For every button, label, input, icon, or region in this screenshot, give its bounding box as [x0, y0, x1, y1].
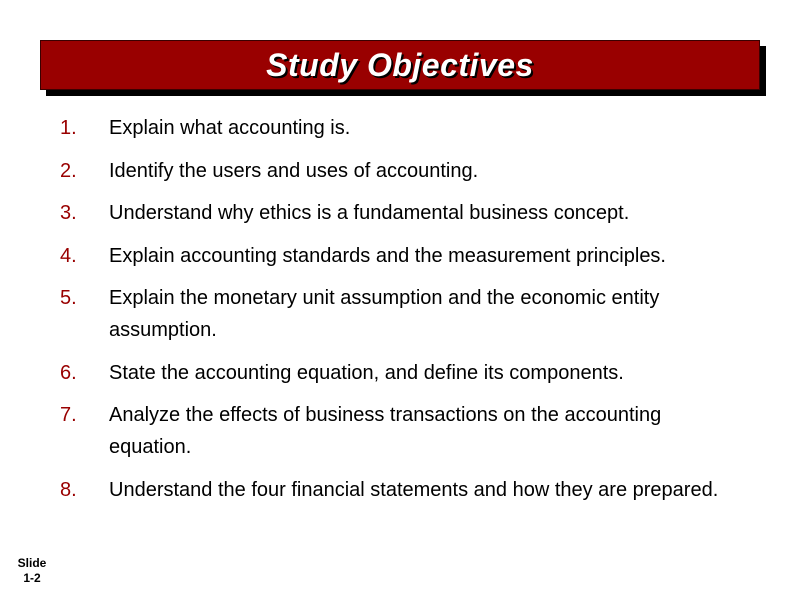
objective-number: 7.	[60, 404, 77, 426]
objective-text: State the accounting equation, and define its components.	[109, 361, 624, 384]
objective-number: 8.	[60, 478, 77, 501]
objective-text: Explain accounting standards and the measurement principles.	[109, 244, 666, 267]
slide-number-label	[9, 556, 55, 586]
title-banner-bar	[40, 40, 760, 90]
objective-text: Identify the users and uses of accounting.	[109, 159, 479, 182]
objective-item	[60, 112, 730, 144]
slide-label-text: Slide	[17, 556, 47, 570]
study-objectives-list	[60, 112, 730, 516]
objective-number: 1.	[60, 117, 77, 139]
objective-number: 4.	[60, 244, 77, 267]
objective-text: Understand why ethics is a fundamental business concept.	[109, 202, 630, 224]
objective-item	[60, 357, 730, 389]
objective-item	[60, 240, 730, 272]
slide-number: 1-2	[23, 571, 41, 585]
slide-title-banner	[40, 40, 760, 90]
objective-number: 2.	[60, 159, 77, 182]
objective-text: Explain what accounting is.	[109, 117, 351, 139]
objective-number: 5.	[60, 287, 77, 309]
objective-text: Understand the four financial statements and how they are prepared.	[109, 478, 719, 501]
slide-title: Study Objectives	[266, 47, 534, 83]
objective-number: 6.	[60, 361, 77, 384]
objective-item	[60, 474, 730, 506]
objective-text: Analyze the effects of business transactions on the accounting equation.	[109, 404, 662, 458]
objective-text: Explain the monetary unit assumption and the economic entity assumption.	[109, 287, 660, 341]
objective-item	[60, 197, 730, 229]
objective-item	[60, 155, 730, 187]
objective-item	[60, 282, 730, 346]
objective-item	[60, 399, 730, 463]
objective-number: 3.	[60, 202, 77, 224]
